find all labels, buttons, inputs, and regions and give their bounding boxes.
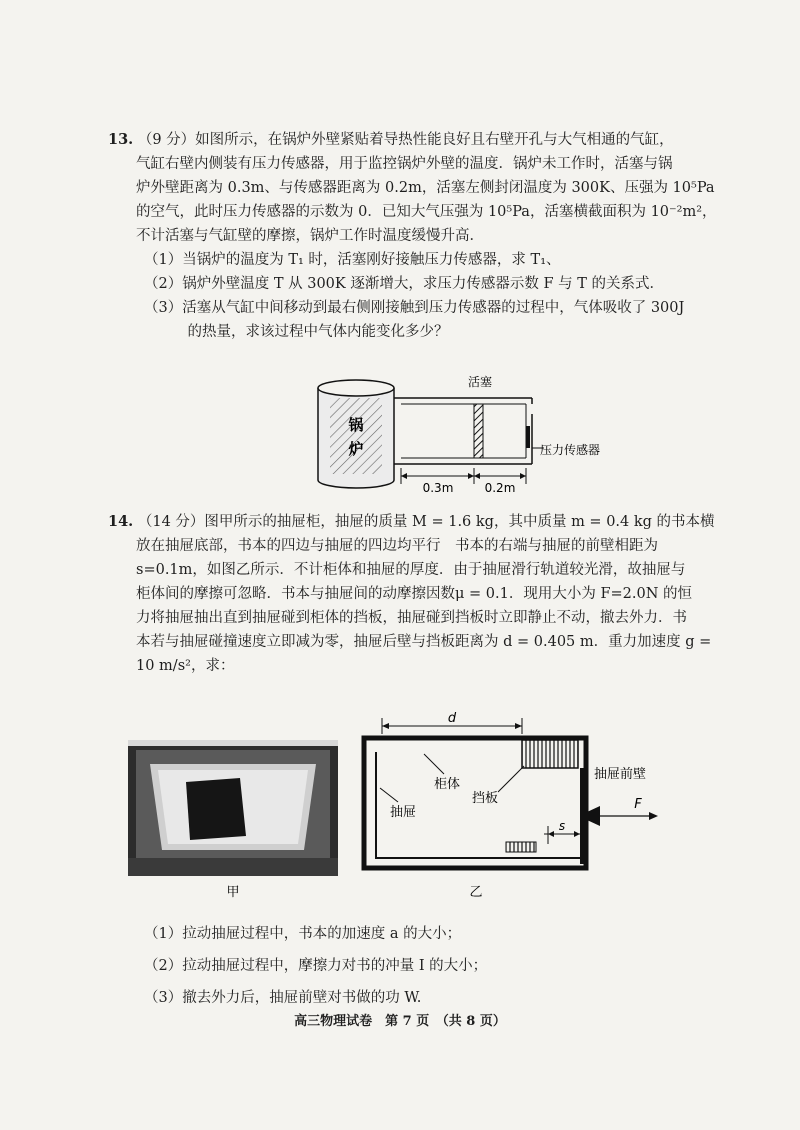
drawer-front-wall bbox=[580, 768, 587, 864]
drawer-handle bbox=[587, 806, 600, 826]
q13-line-4: 不计活塞与气缸壁的摩擦，锅炉工作时温度缓慢升高． bbox=[136, 228, 484, 244]
dimension-lines bbox=[401, 468, 526, 495]
dimension-0-3m: 0.3m bbox=[422, 481, 454, 495]
piston-label: 活塞 bbox=[467, 375, 493, 389]
stop-label: 挡板 bbox=[472, 791, 499, 806]
boiler bbox=[318, 380, 394, 488]
book bbox=[506, 842, 536, 852]
cabinet-label: 柜体 bbox=[434, 777, 461, 792]
q13-line-3: 的空气，此时压力传感器的示数为 0．已知大气压强为 10⁵Pa，活塞横截面积为 10⁻²m²， bbox=[136, 204, 717, 220]
stop-block bbox=[522, 740, 578, 768]
pressure-sensor bbox=[526, 426, 530, 448]
q14-line-1: 放在抽屉底部，书本的四边与抽屉的四边均平行 书本的右端与抽屉的前壁相距为 bbox=[136, 538, 658, 554]
q13-line-0: （9 分）如图所示，在锅炉外壁紧贴着导热性能良好且右壁开孔与大气相通的气缸， bbox=[137, 132, 674, 148]
dimension-0-2m: 0.2m bbox=[484, 481, 516, 495]
s-dimension bbox=[544, 819, 580, 844]
q13-sub-3: （3）活塞从气缸中间移动到最右侧刚接触到压力传感器的过程中，气体吸收了 300J bbox=[144, 300, 685, 316]
force-label: F bbox=[634, 797, 642, 812]
d-label: d bbox=[447, 711, 457, 726]
q13-sub-3-cont: 的热量，求该过程中气体内能变化多少？ bbox=[144, 324, 449, 340]
drawer-label: 抽屉 bbox=[390, 805, 417, 820]
gas-cylinder bbox=[394, 398, 532, 464]
q13-line-1: 气缸右壁内侧装有压力传感器，用于监控锅炉外壁的温度．锅炉未工作时，活塞与锅 bbox=[136, 156, 673, 172]
q14-number: 14. bbox=[108, 513, 134, 530]
book-photo bbox=[186, 778, 246, 840]
d-dimension bbox=[382, 711, 522, 734]
q14-sub-1: （1）拉动抽屉过程中，书本的加速度 a 的大小； bbox=[144, 926, 462, 942]
page-footer: 高三物理试卷 第 7 页 （共 8 页） bbox=[294, 1014, 506, 1029]
q14-drawer-diagram bbox=[352, 704, 672, 900]
sensor-label: 压力传感器 bbox=[540, 443, 601, 457]
q14-sub-2: （2）拉动抽屉过程中，摩擦力对书的冲量 I 的大小； bbox=[144, 958, 488, 974]
q14-line-4: 力将抽屉抽出直到抽屉碰到柜体的挡板，抽屉碰到挡板时立即静止不动，撤去外力．书 bbox=[136, 610, 687, 626]
q14-line-6: 10 m/s²，求： bbox=[136, 658, 235, 674]
q14-photo-jia bbox=[128, 740, 338, 900]
q13-sub-1: （1）当锅炉的温度为 T₁ 时，活塞刚好接触压力传感器，求 T₁、 bbox=[144, 252, 561, 268]
q14-line-3: 柜体间的摩擦可忽略．书本与抽屉间的动摩擦因数μ = 0.1．现用大小为 F=2.0N 的恒 bbox=[136, 586, 693, 602]
q14-line-5: 本若与抽屉碰撞速度立即减为零，抽屉后壁与挡板距离为 d = 0.405 m．重力加速度 g = bbox=[136, 634, 712, 650]
q13-number: 13. bbox=[108, 131, 134, 148]
q13-text bbox=[108, 128, 717, 344]
front-wall-label: 抽屉前壁 bbox=[594, 767, 647, 782]
q13-boiler-figure bbox=[300, 368, 630, 500]
q14-line-2: s=0.1m，如图乙所示．不计柜体和抽屉的厚度．由于抽屉滑行轨道较光滑，故抽屉与 bbox=[136, 562, 686, 578]
caption-yi: 乙 bbox=[469, 885, 483, 900]
caption-jia: 甲 bbox=[226, 885, 240, 900]
q14-subquestions bbox=[144, 918, 487, 1014]
q14-text bbox=[108, 510, 715, 678]
piston bbox=[474, 404, 483, 458]
s-label: s bbox=[558, 819, 566, 833]
q13-sub-2: （2）锅炉外壁温度 T 从 300K 逐渐增大，求压力传感器示数 F 与 T 的关系式． bbox=[144, 276, 665, 292]
q13-line-2: 炉外壁距离为 0.3m、与传感器距离为 0.2m，活塞左侧封闭温度为 300K、压强为 10⁵Pa bbox=[136, 180, 715, 196]
boiler-char-2: 炉 bbox=[348, 440, 364, 458]
boiler-char-1: 锅 bbox=[348, 416, 364, 434]
q14-sub-3: （3）撤去外力后，抽屉前壁对书做的功 W. bbox=[144, 990, 422, 1006]
q14-line-0: （14 分）图甲所示的抽屉柜，抽屉的质量 M = 1.6 kg，其中质量 m = 0.4 kg 的书本横 bbox=[137, 514, 715, 530]
